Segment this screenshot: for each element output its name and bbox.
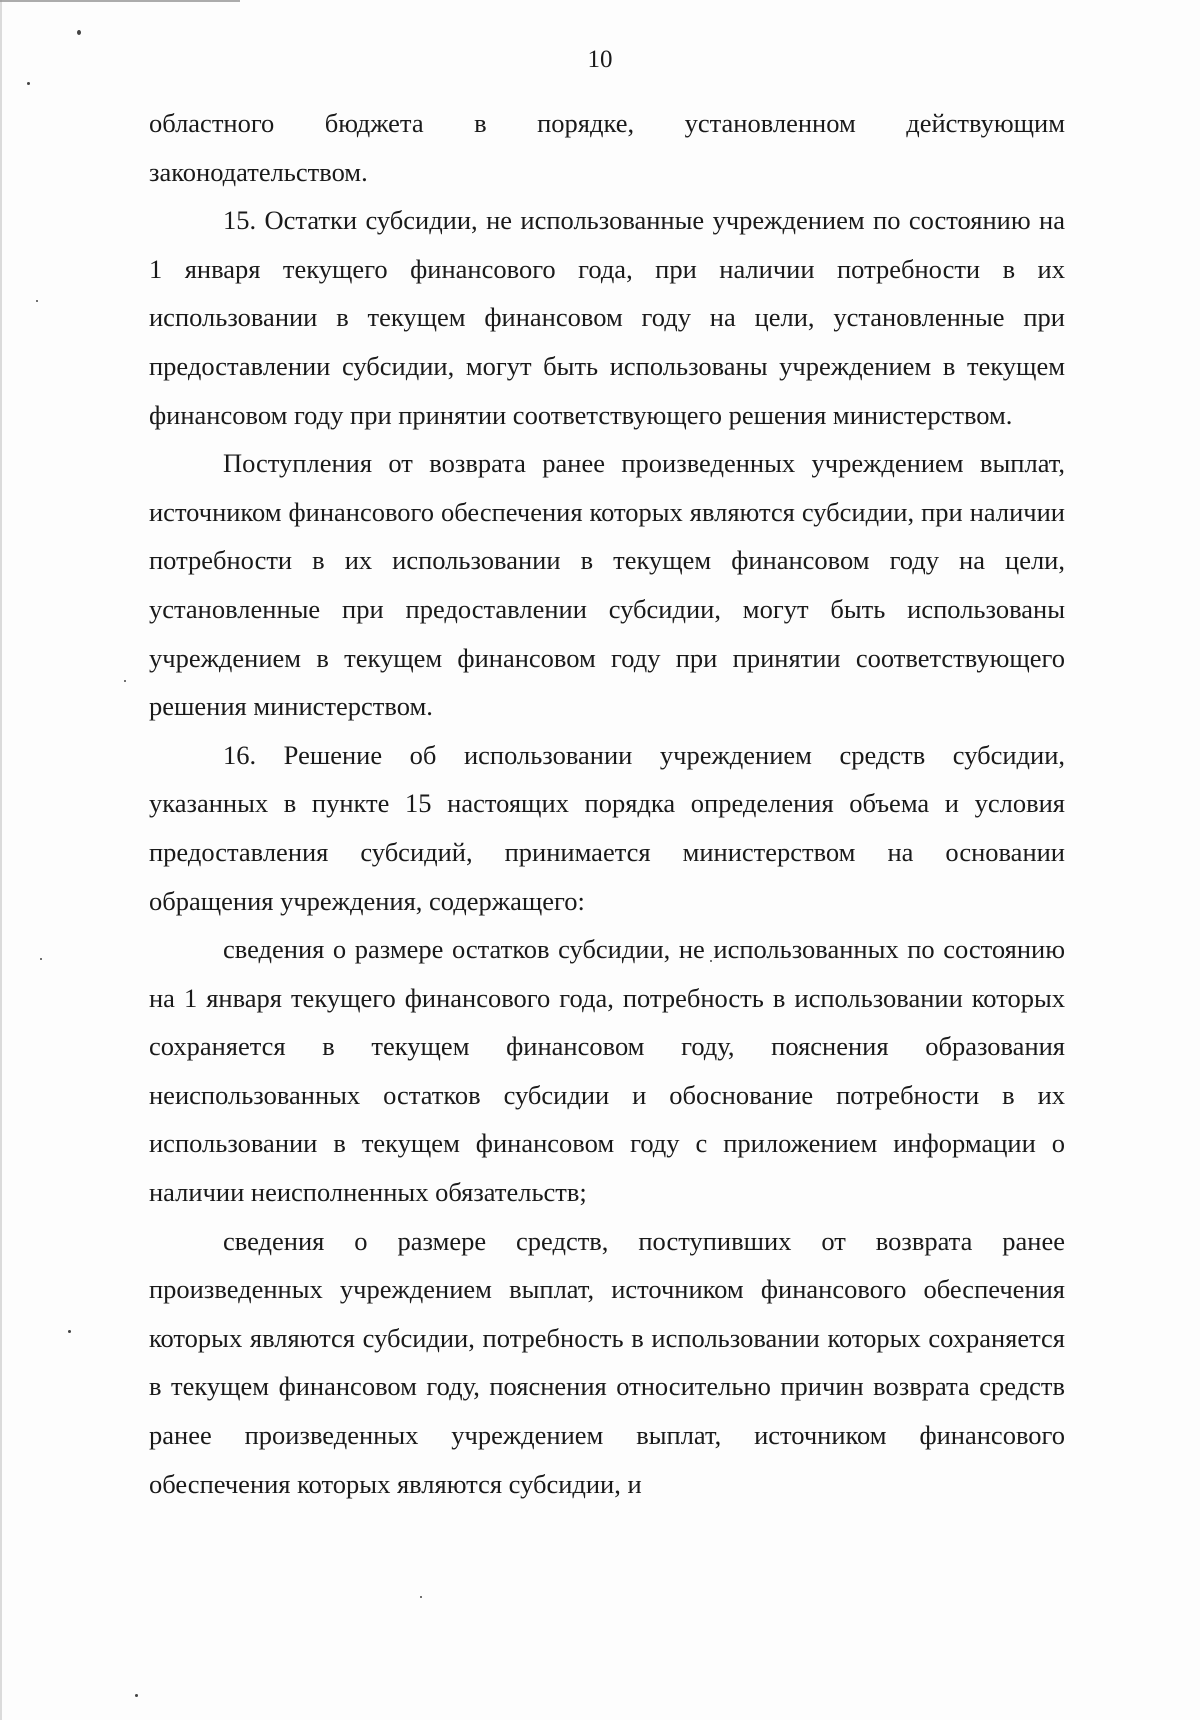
page-number: 10 — [587, 46, 613, 73]
paragraph-info-remainders: сведения о размере остатков субсидии, не использованных по состоянию на 1 января текущего финансового года, потребность в использовании которых сохраняется в текущем финансовом году, пояснения образования неиспользованных остатков субсидии и обоснование потребности в их использовании в текущем финансовом году с приложением информации о наличии неисполненных обязательств; — [149, 934, 1065, 1208]
paragraph-item-16: 16. Решение об использовании учреждением средств субсидии, указанных в пункте 15 настоящих порядка определения объема и условия предоставления субсидий, принимается министерством на основании обращения учреждения, содержащего: — [149, 739, 1065, 916]
scan-speck — [36, 300, 38, 302]
paragraph-continuation: областного бюджета в порядке, установленном действующим законодательством. — [149, 108, 1065, 187]
paragraph-item-15: 15. Остатки субсидии, не использованные учреждением по состоянию на 1 января текущего финансового года, при наличии потребности в их использовании в текущем финансовом году на цели, установленные при предоставлении субсидии, могут быть использованы учреждением в текущем финансовом году при принятии соответствующего решения министерством. — [149, 205, 1065, 430]
paragraph-info-returned-funds: сведения о размере средств, поступивших от возврата ранее произведенных учреждением выплат, источником финансового обеспечения которых являются субсидии, потребность в использовании которых сохраняется в текущем финансовом году, пояснения относительно причин возврата средств ранее произведенных учреждением выплат, источником финансового обеспечения которых являются субсидии, и — [149, 1225, 1065, 1499]
scan-speck — [124, 680, 126, 682]
scan-speck — [40, 958, 42, 960]
scan-speck — [77, 30, 81, 35]
document-body — [149, 99, 1065, 1508]
paragraph-receipts: Поступления от возврата ранее произведенных учреждением выплат, источником финансового обеспечения которых являются субсидии, при наличии потребности в их использовании в текущем финансовом году на цели, установленные при предоставлении субсидии, могут быть использованы учреждением в текущем финансовом году при принятии соответствующего решения министерством. — [149, 448, 1065, 722]
scan-speck — [420, 1596, 422, 1598]
scan-speck — [27, 82, 30, 85]
scan-edge-top — [0, 0, 240, 2]
scan-speck — [135, 1694, 138, 1697]
scan-edge-left — [0, 0, 2, 1720]
scan-speck — [68, 1330, 71, 1333]
